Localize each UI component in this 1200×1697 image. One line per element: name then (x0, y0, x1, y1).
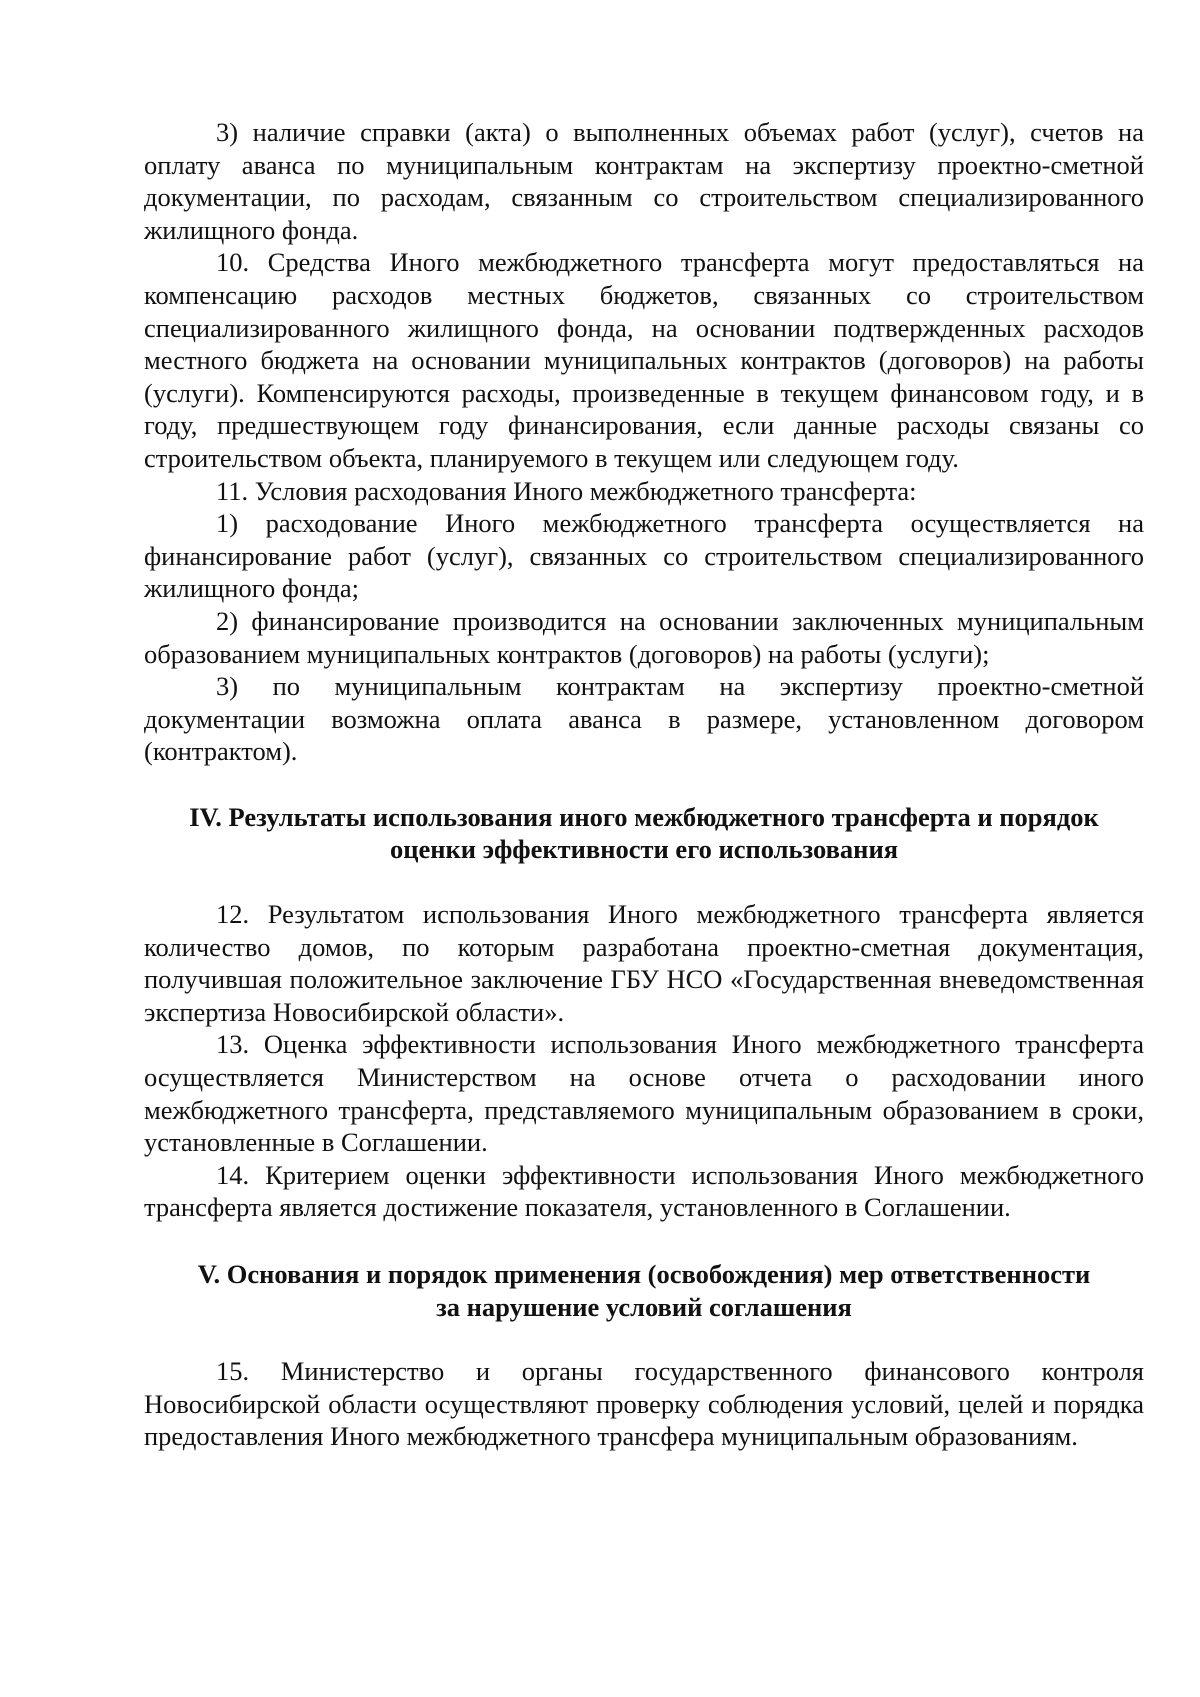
paragraph-15-control: 15. Министерство и органы государственного финансового контроля Новосибирской области осуществляют проверку соблюдения условий, целей и порядка предоставления Иного межбюджетного трансфера муниципальным образованиям. (144, 1356, 1144, 1452)
section-5-heading-line2: за нарушение условий соглашения (436, 1291, 852, 1322)
paragraph-14-criterion: 14. Критерием оценки эффективности использования Иного межбюджетного трансферта является достижение показателя, установленного в Соглашении. (144, 1159, 1144, 1223)
section-5-heading (144, 1258, 1144, 1323)
section-4-heading (144, 801, 1144, 866)
paragraph-10-compensation: 10. Средства Иного межбюджетного трансферта могут предоставляться на компенсацию расходов местных бюджетов, связанных со строительством специализированного жилищного фонда, на основании подтвержденных расходов местного бюджета на основании муниципальных контрактов (договоров) на работы (услуги). Компенсируются расходы, произведенные в текущем финансовом году, и в году, предшествующем году финансирования, если данные расходы связаны со строительством объекта, планируемого в текущем или следующем году. (144, 247, 1144, 473)
paragraph-11-conditions: 11. Условия расходования Иного межбюджетного трансферта: (216, 475, 917, 506)
condition-3: 3) по муниципальным контрактам на экспертизу проектно-сметной документации возможна оплата аванса в размере, установленном договором (контрактом). (144, 671, 1144, 767)
condition-1: 1) расходование Иного межбюджетного трансферта осуществляется на финансирование работ (услуг), связанных со строительством специализированного жилищного фонда; (144, 508, 1144, 604)
paragraph-12-result: 12. Результатом использования Иного межбюджетного трансферта является количество домов, по которым разработана проектно-сметная документация, получившая положительное заключение ГБУ НСО «Государственная вневедомственная экспертиза Новосибирской области». (144, 899, 1144, 1027)
paragraph-item-3-docs: 3) наличие справки (акта) о выполненных объемах работ (услуг), счетов на оплату аванса по муниципальным контрактам на экспертизу проектно-сметной документации, по расходам, связанным со строительством специализированного жилищного фонда. (144, 117, 1144, 245)
paragraph-13-evaluation: 13. Оценка эффективности использования Иного межбюджетного трансферта осуществляется Министерством на основе отчета о расходовании иного межбюджетного трансферта, представляемого муниципальным образованием в сроки, установленные в Соглашении. (144, 1029, 1144, 1158)
section-5-heading-line1: V. Основания и порядок применения (освобождения) мер ответственности (197, 1259, 1091, 1289)
section-4-heading-line2: оценки эффективности его использования (389, 834, 899, 865)
document-body (144, 116, 1144, 1453)
condition-2: 2) финансирование производится на основании заключенных муниципальным образованием муниципальных контрактов (договоров) на работы (услуги); (144, 605, 1144, 669)
section-4-heading-line1: IV. Результаты использования иного межбюджетного трансферта и порядок (189, 801, 1099, 832)
